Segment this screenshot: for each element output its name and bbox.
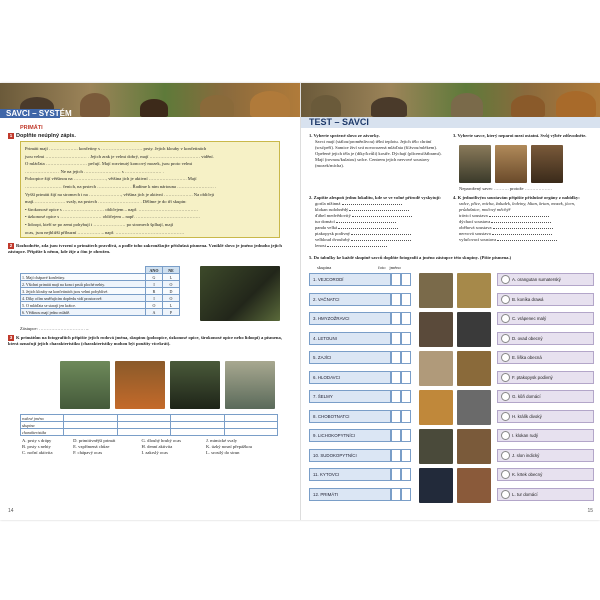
option-text: J. mimické svaly: [206, 438, 238, 443]
group-row: [309, 293, 391, 306]
row-label: skupina: [21, 422, 64, 429]
answer-line[interactable]: [493, 228, 553, 229]
q3-answer-line: Neparožený savec ………. protože ………………: [459, 186, 553, 191]
animal-name: klokan rudohnědý: [315, 207, 349, 212]
photo-answer-box[interactable]: [391, 312, 401, 325]
photo-thumb: [501, 412, 510, 421]
name-answer-box[interactable]: [401, 410, 411, 423]
q3-photo-c: [531, 145, 563, 183]
answer-option: [497, 273, 594, 286]
photo-thumb: [501, 431, 510, 440]
chapter-band-title: SAVCI – SYSTÉM: [6, 109, 72, 118]
answer-cell[interactable]: [64, 415, 118, 422]
photo-thumb: [501, 314, 510, 323]
photo-thumb: [501, 275, 510, 284]
animal-icon: [311, 95, 341, 117]
primate-photo-2: [115, 361, 165, 409]
group-label: 1. VEJCORODÍ: [313, 277, 344, 282]
option-text: C. noční aktivita: [22, 450, 53, 455]
answer-option: [497, 390, 594, 403]
fill-text-line[interactable]: ocas, jsou nejbližší příbuzní …………… – např. ………………………………………: [25, 229, 185, 235]
name-answer-box[interactable]: [401, 332, 411, 345]
statement-row: [21, 309, 180, 316]
option-text: H. denní aktivita: [141, 444, 173, 449]
answer-label: B. koníka drawá: [512, 296, 544, 302]
task3-heading: 3 K primátům na fotografiích připište jejich rodová jména, skupinu (poloopice, úzkonosé opice, širokonosé opice nebo lidoopi) a písmena, která označují jejich charakteristiku (charakteristiky mohou být použity vícekrát).: [8, 335, 282, 346]
right-page: [300, 83, 600, 520]
option-text: A. prsty s drápy: [22, 438, 52, 443]
answer-row: [21, 422, 278, 429]
answer-cell[interactable]: [117, 429, 171, 436]
answer-letter[interactable]: A: [146, 309, 163, 316]
statement-text: 4. Díky očím směřujícím dopředu vidí prostorově.: [21, 295, 146, 302]
q3-photo-b: [495, 145, 527, 183]
fill-text-line[interactable]: ………………… . Ne na jejich …………………… s …………………… .: [25, 168, 164, 174]
name-answer-box[interactable]: [401, 273, 411, 286]
answer-label: D. ovad obecný: [512, 335, 543, 341]
answer-letter[interactable]: I: [146, 295, 163, 302]
animal-photo: [457, 390, 491, 425]
fill-text-line[interactable]: …………………… čenich, na prstech ………………… . Řadíme k nim nártouna …………………… .: [25, 183, 217, 189]
answer-letter[interactable]: D: [163, 288, 180, 295]
hedgehog-icon: [371, 97, 407, 117]
answer-cell[interactable]: [224, 415, 278, 422]
option-text: K. úzký nosní přepážkou: [206, 444, 252, 449]
group-row: [309, 468, 391, 481]
answer-line[interactable]: [336, 222, 396, 223]
animal-icon: [140, 99, 168, 117]
answer-option: [497, 293, 594, 306]
primate-photo-4: [225, 361, 275, 409]
answer-cell[interactable]: [117, 422, 171, 429]
fill-text-line[interactable]: • lidoopi, kteří se po zemi pohybují i ………………… po stromech šplhají, mají: [25, 221, 174, 227]
lion-icon: [556, 91, 596, 117]
group-row: [309, 371, 391, 384]
name-answer-box[interactable]: [401, 449, 411, 462]
answer-label: K. krtek obecný: [512, 472, 543, 477]
answer-letter[interactable]: G: [146, 274, 163, 281]
photo-thumb: [501, 373, 510, 382]
photo-answer-box[interactable]: [391, 449, 401, 462]
statement-row: [21, 281, 180, 288]
options-table: [20, 438, 278, 456]
answer-line[interactable]: [351, 240, 411, 241]
system-name: vylučovací soustava: [459, 237, 497, 242]
answer-letter[interactable]: L: [163, 302, 180, 309]
animal-photo: [419, 351, 453, 386]
photo-thumb: [501, 470, 510, 479]
photo-answer-box[interactable]: [391, 293, 401, 306]
animal-name: ďábel medvědovitý: [315, 213, 351, 218]
group-row: [309, 488, 391, 501]
answer-label: L. tur domácí: [512, 491, 538, 497]
answer-letter[interactable]: I: [146, 281, 163, 288]
answer-label: I. klokan rudý: [512, 433, 539, 438]
option-text: D. primitivnější primát: [73, 438, 116, 443]
photo-answer-box[interactable]: [391, 429, 401, 442]
name-answer-box[interactable]: [401, 429, 411, 442]
animal-photo: [457, 429, 491, 464]
group-label: 11. KYTOVCI: [313, 472, 340, 477]
statement-text: 5. O mláďata se starají jen krátce.: [21, 302, 146, 309]
animal-photo: [419, 468, 453, 503]
answer-line[interactable]: [497, 240, 557, 241]
option-text: G. dlouhý hrubý ocas: [141, 438, 182, 443]
answer-label: G. kůň domácí: [512, 394, 541, 399]
answer-label: J. slon indický: [512, 452, 540, 458]
fill-text-line[interactable]: mají………………… svaly, na prstech ……………………… . Dělíme je do tří skupin:: [25, 199, 187, 205]
question-5: 5. Do tabulky ke každé skupině savců doplňte fotografii a jméno zástupce této skupiny. (Pište písmena.): [309, 255, 512, 260]
animal-photo: [457, 468, 491, 503]
animal-name: lenost: [315, 243, 326, 248]
animal-icon: [451, 93, 483, 117]
q3-photo-a: [459, 145, 491, 183]
answer-line[interactable]: [352, 216, 412, 217]
animal-photo: [419, 429, 453, 464]
photo-thumb: [501, 490, 510, 499]
fill-text-line[interactable]: • širokonosé opice s ……………………… obličejem – např. …………………………………: [25, 206, 199, 212]
group-row: [309, 312, 391, 325]
name-answer-box[interactable]: [401, 488, 411, 501]
system-name: trávicí soustava: [459, 213, 488, 218]
photo-answer-box[interactable]: [391, 371, 401, 384]
group-label: 12. PRIMÁTI: [313, 491, 339, 497]
option-text: B. prsty s nehty: [22, 444, 51, 449]
name-answer-box[interactable]: [401, 351, 411, 364]
system-name: oběhová soustava: [459, 225, 492, 230]
row-label: charakteristika: [21, 429, 64, 436]
question-4: 4. K jednotlivým soustavám připište příslušné orgány z nabídky: srdce, plíce, mícha, žaludek, ledviny, hltan, krtan, mozek, jícen, průdušnice, močový měchýř trávicí soustava dýchací soustava oběhová soustava nervová soustava vylučovací soustava: [453, 195, 593, 243]
fill-text-line[interactable]: Poloopice žijí většinou na …………………, většina jich je aktivní ……………………. Mají: [25, 176, 197, 182]
answer-line[interactable]: [327, 246, 387, 247]
fill-text-box: [20, 141, 280, 238]
group-label: 2. VAČNATCI: [313, 296, 340, 302]
photo-thumb: [501, 392, 510, 401]
photo-answer-box[interactable]: [391, 390, 401, 403]
fill-text-line[interactable]: Vyšší primáti žijí na stromech i na …………………, většina jich je aktivní ………………. Na obličeji: [25, 191, 215, 197]
name-answer-box[interactable]: [401, 390, 411, 403]
group-row: [309, 429, 391, 442]
photo-answer-box[interactable]: [391, 468, 401, 481]
row-label: rodové jméno: [21, 415, 64, 422]
photo-thumb: [501, 334, 510, 343]
group-row: [309, 332, 391, 345]
statement-row: [21, 295, 180, 302]
answer-line[interactable]: [338, 228, 398, 229]
answer-letter[interactable]: R: [146, 288, 163, 295]
name-answer-box[interactable]: [401, 312, 411, 325]
answer-label: F. ptakopysk podivný: [512, 374, 553, 380]
photo-thumb: [501, 353, 510, 362]
statement-text: 1. Mají chápavé končetiny.: [21, 274, 146, 281]
answer-cell[interactable]: [64, 429, 118, 436]
answer-option: [497, 332, 594, 345]
left-page: [0, 83, 300, 520]
answer-cell[interactable]: [224, 429, 278, 436]
question-3: 3. Vyberte savce, který neparoi mezi ostatní. Svůj výběr zdůvodněte.: [453, 133, 587, 138]
answer-option: [497, 410, 594, 423]
statement-row: [21, 288, 180, 295]
fill-text-line[interactable]: O mláďata ……………………… pečují. Mají rozvinutý koncový mozek, jsou proto velmi: [25, 161, 193, 167]
option-text: I. zakrslý ocas: [141, 450, 168, 455]
animal-name: ptakopysk podivný: [315, 231, 351, 236]
photo-answer-box[interactable]: [391, 273, 401, 286]
answer-cell[interactable]: [171, 422, 225, 429]
answer-line[interactable]: [342, 204, 402, 205]
answer-cell[interactable]: [171, 415, 225, 422]
answer-letter[interactable]: L: [163, 274, 180, 281]
photo-thumb: [501, 295, 510, 304]
task1-heading: 1 Doplňte neúplný zápis.: [9, 133, 76, 139]
animal-photo: [419, 390, 453, 425]
statement-text: 6. Většinou mají jedno mládě.: [21, 309, 146, 316]
answer-label: H. králík divoký: [512, 413, 542, 419]
statement-text: 3. Jejich klouby na končetinách jsou velmi pohyblivé.: [21, 288, 146, 295]
group-row: [309, 351, 391, 364]
representative-line: Zástupce: ………………………… –: [20, 326, 89, 331]
animal-icon: [511, 95, 545, 117]
fill-text: [21, 142, 279, 239]
gorilla-photo: [200, 266, 280, 321]
answer-label: C. vrápenec malý: [512, 316, 547, 321]
photo-thumb: [501, 451, 510, 460]
animal-name: gorila nížinná: [315, 201, 341, 206]
system-name: nervová soustava: [459, 231, 491, 236]
photo-answer-box[interactable]: [391, 488, 401, 501]
primate-photo-1: [60, 361, 110, 409]
animal-photo: [457, 312, 491, 347]
name-answer-box[interactable]: [401, 371, 411, 384]
photo-answer-box[interactable]: [391, 351, 401, 364]
page-number: 14: [8, 508, 14, 514]
group-row: [309, 273, 391, 286]
statement-row: [21, 274, 180, 281]
photo-answer-box[interactable]: [391, 410, 401, 423]
answer-row: [21, 415, 278, 422]
answer-line[interactable]: [489, 216, 549, 217]
section-title: PRIMÁTI: [20, 125, 43, 131]
answer-letter[interactable]: P: [163, 309, 180, 316]
animal-icon: [200, 95, 234, 117]
group-label: 8. CHOBOTNATCI: [313, 413, 350, 419]
answer-option: [497, 468, 594, 481]
q2-item[interactable]: [315, 243, 449, 249]
animal-name: velbloud dvouhrbý: [315, 237, 350, 242]
option-text: F. chápavý ocas: [73, 450, 103, 455]
group-label: 3. HMYZOŽRAVCI: [313, 316, 350, 321]
primate-answer-table: [20, 414, 278, 436]
answer-row: [21, 429, 278, 436]
animal-banner: [301, 83, 600, 117]
lion-icon: [250, 91, 290, 117]
animal-photo: [457, 273, 491, 308]
group-row: [309, 410, 391, 423]
group-label: 4. LETOUNI: [313, 335, 337, 341]
answer-cell[interactable]: [224, 422, 278, 429]
name-answer-box[interactable]: [401, 468, 411, 481]
group-row: [309, 390, 391, 403]
q5-headers: skupina foto jméno: [317, 265, 401, 270]
answer-label: A. orangutan sumaterský: [512, 277, 561, 282]
statement-row: [21, 302, 180, 309]
group-label: 6. HLODAVCI: [313, 374, 341, 380]
question-1: 1. Vyberte správné slovo ze závorky. Savci mají (stálou/proměnlivou) tělní teplotu. Jejich tělo chrání (srst/peří). Samice živí svá novorozená mláďata (šťávou/mlékem). Opeřené jejich těla je (díky/kvůli) kostře. Dýchají (plícemi/žábrami). Mají (rovnou/kulatou) srdce. Centrem jejich nervové soustavy (mozek/mícha).: [309, 133, 442, 168]
test-title: TEST – SAVCI: [309, 117, 369, 127]
group-label: 7. ŠELMY: [313, 394, 333, 399]
group-row: [309, 449, 391, 462]
answer-label: E. liška obecná: [512, 355, 542, 360]
answer-option: [497, 312, 594, 325]
answer-letter[interactable]: O: [163, 281, 180, 288]
animal-photo: [419, 273, 453, 308]
option-text: E. vzpřímená chůze: [73, 444, 110, 449]
name-answer-box[interactable]: [401, 293, 411, 306]
answer-letter[interactable]: O: [163, 295, 180, 302]
group-label: 5. ZAJÍCI: [313, 355, 332, 360]
answer-line[interactable]: [492, 234, 552, 235]
answer-option: [497, 371, 594, 384]
statements-table: ANO NE 1. Mají chápavé končetiny. G L 2. Všichni primáti mají na konci prstů ploché nehty. I O 3. Jejich klouby na končetinách jsou velmi pohyblivé. R D 4. Díky očím směřujícím dopředu vidí prostorově. I O 5. O mláďata se starají jen krátce. O L 6. Většinou mají jedno mládě. A P: [20, 266, 180, 316]
option-text: L. srostlý do strun: [206, 450, 240, 455]
answer-letter[interactable]: O: [146, 302, 163, 309]
answer-cell[interactable]: [171, 429, 225, 436]
answer-cell[interactable]: [64, 422, 118, 429]
answer-line[interactable]: [491, 222, 551, 223]
animal-photo: [419, 312, 453, 347]
answer-option: [497, 429, 594, 442]
task2-heading: 2 Rozhodněte, zda jsou tvrzení o primátech pravdivá, a podle toho zakroužkujte příslušná písmena. Vzniklé slovo je jméno jednoho jejich zástupce. Připište k němu, kde žije a čím je ohrožen.: [8, 243, 282, 254]
statement-text: 2. Všichni primáti mají na konci prstů ploché nehty.: [21, 281, 146, 288]
system-name: dýchací soustava: [459, 219, 491, 224]
fill-text-line[interactable]: • úzkonosé opice s ……………………… obličejem – např. ……………………………………: [25, 214, 201, 220]
animal-name: tur domácí: [315, 219, 335, 224]
answer-line[interactable]: [351, 234, 411, 235]
question-2: 2. Zapište alespoň jednu lokalitu, kde se ve volné přírodě vyskytují: gorila nížinná klokan rudohnědý ďábel medvědovitý tur domácí panda velká ptakopysk podivný velbloud dvouhrbý lenost: [309, 195, 449, 249]
photo-answer-box[interactable]: [391, 332, 401, 345]
page-number: 15: [587, 508, 593, 514]
primate-photo-3: [170, 361, 220, 409]
answer-line[interactable]: [349, 210, 409, 211]
animal-name: panda velká: [315, 225, 338, 230]
animal-photo: [457, 351, 491, 386]
group-label: 9. LICHOKOPYTNÍCI: [313, 433, 355, 438]
q4-item[interactable]: [459, 237, 593, 243]
answer-option: [497, 449, 594, 462]
book-spread: [0, 83, 600, 520]
answer-option: [497, 351, 594, 364]
fill-text-line[interactable]: jsou velmi ……………………… . Jejich zrak je velmi dobrý, mají …………………………… vidění.: [25, 153, 214, 159]
animal-icon: [80, 93, 110, 117]
answer-option: [497, 488, 594, 501]
group-label: 10. SUDOKOPYTNÍCI: [313, 452, 357, 458]
fill-text-line[interactable]: Primáti mají ………………. končetiny s ……………………… prsty. Jejich klouby v končetinách: [25, 146, 207, 151]
answer-cell[interactable]: [117, 415, 171, 422]
